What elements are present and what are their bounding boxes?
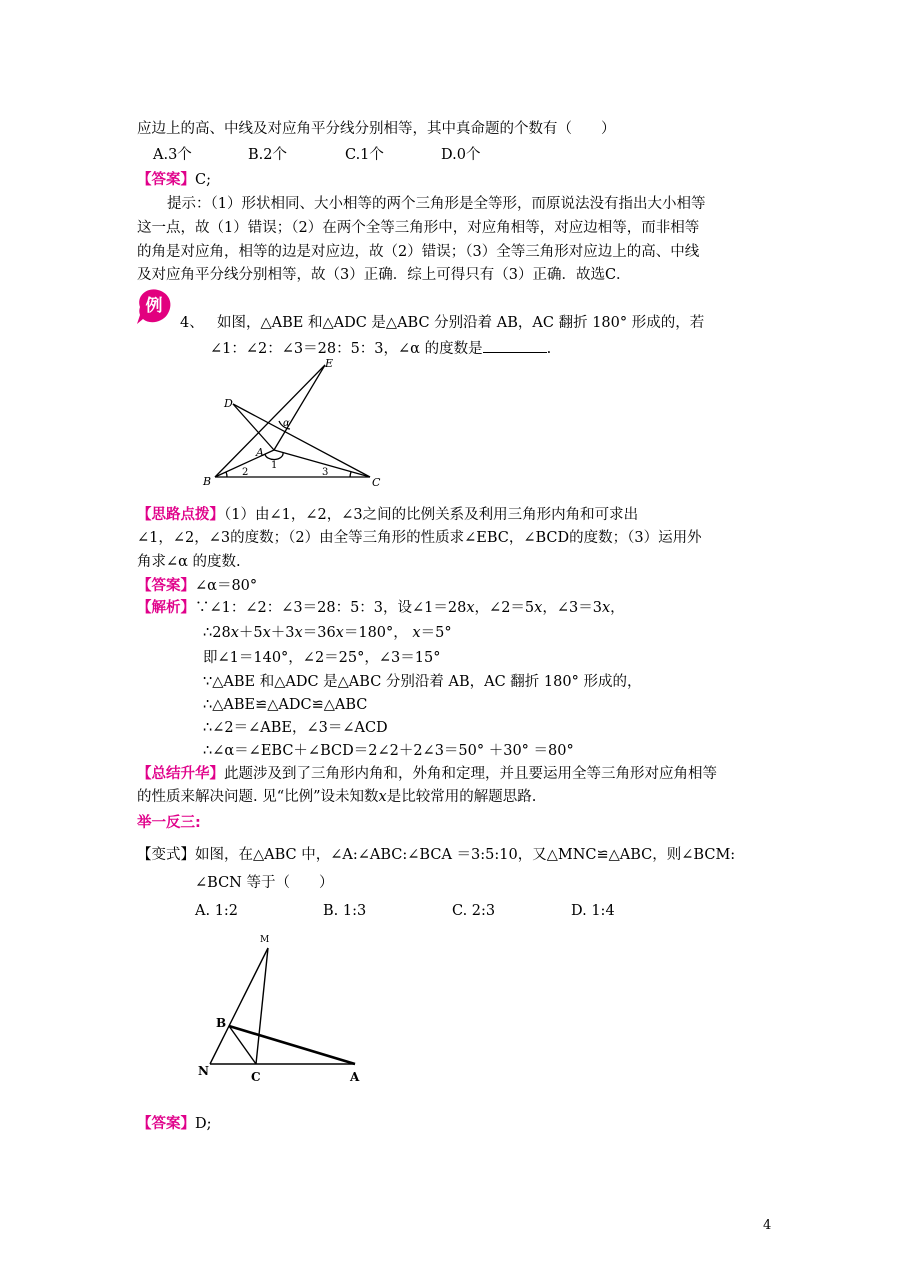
practice-heading: 举一反三: bbox=[137, 815, 201, 831]
folded-triangles-figure bbox=[195, 355, 395, 490]
option-c: C. 2:3 bbox=[452, 903, 496, 919]
period: . bbox=[546, 341, 552, 357]
answer-line bbox=[137, 576, 257, 596]
example-number: 4、 bbox=[180, 315, 204, 331]
analysis-line: ∵△ABE 和△ADC 是△ABC 分别沿着 AB，AC 翻折 180° 形成的， bbox=[203, 674, 642, 690]
label-e: E bbox=[325, 357, 334, 370]
label-b: B bbox=[203, 475, 212, 488]
answer-text: C; bbox=[195, 172, 211, 188]
summary-tag: 【总结升华】 bbox=[137, 766, 224, 782]
label-n: N bbox=[198, 1064, 209, 1078]
example-text: ∠1：∠2：∠3＝28：5：3，∠α 的度数是 bbox=[210, 341, 483, 357]
label-m: M bbox=[260, 935, 270, 945]
example-badge-icon bbox=[134, 287, 174, 325]
label-a: A bbox=[256, 446, 264, 459]
thinking-line: ∠1，∠2，∠3的度数；（2）由全等三角形的性质求∠EBC，∠BCD的度数；（3）运用外 bbox=[137, 530, 702, 546]
label-c: C bbox=[251, 1070, 261, 1084]
option-b: B.2个 bbox=[248, 147, 287, 163]
page-number: 4 bbox=[763, 1218, 772, 1233]
analysis-line: ∴28x＋5x＋3x＝36x＝180°， x＝5° bbox=[203, 625, 452, 641]
hint-line: 及对应角平分线分别相等，故（3）正确．综上可得只有（3）正确．故选C． bbox=[137, 267, 631, 283]
hint-line: 提示：（1）形状相同、大小相等的两个三角形是全等形，而原说法没有指出大小相等 bbox=[167, 196, 706, 212]
answer-tag: 【答案】 bbox=[137, 172, 195, 188]
option-b: B. 1:3 bbox=[323, 903, 367, 919]
options-row bbox=[195, 901, 615, 921]
answer-tag: 【答案】 bbox=[137, 578, 195, 594]
label-b: B bbox=[216, 1016, 227, 1030]
answer-line: 【答案】D; bbox=[137, 1116, 212, 1132]
variant-line: 【变式】如图，在△ABC 中，∠A:∠ABC:∠BCA ＝3:5:10，又△MNC≌△ABC，则∠BCM: bbox=[137, 847, 736, 863]
hint-line: 的角是对应角，相等的边是对应边，故（2）错误；（3）全等三角形对应边上的高、中线 bbox=[137, 244, 700, 260]
hint-line: 这一点，故（1）错误；（2）在两个全等三角形中，对应角相等，对应边相等，而非相等 bbox=[137, 220, 700, 236]
mnc-abc-figure bbox=[195, 928, 370, 1088]
option-a: A.3个 bbox=[153, 147, 192, 163]
label-angle-1: 1 bbox=[271, 460, 278, 471]
analysis-line: ∴∠2＝∠ABE，∠3＝∠ACD bbox=[203, 720, 388, 736]
summary-line: 【总结升华】此题涉及到了三角形内角和，外角和定理，并且要运用全等三角形对应角相等 bbox=[137, 766, 717, 782]
label-angle-2: 2 bbox=[242, 467, 249, 478]
question-text-line: 应边上的高、中线及对应角平分线分别相等，其中真命题的个数有（ ） bbox=[137, 121, 616, 137]
example-badge-label: 例 bbox=[145, 296, 163, 316]
option-c: C.1个 bbox=[345, 147, 384, 163]
summary-line: 的性质来解决问题. 见“比例”设未知数x是比较常用的解题思路. bbox=[137, 789, 537, 805]
options-row bbox=[153, 145, 480, 165]
analysis-line: ∴∠α＝∠EBC＋∠BCD＝2∠2＋2∠3＝50° ＋30° ＝80° bbox=[203, 743, 574, 759]
answer-blank bbox=[483, 338, 547, 353]
option-d: D.0个 bbox=[441, 147, 481, 163]
analysis-line: 【解析】∵∠1：∠2：∠3＝28：5：3，设∠1＝28x，∠2＝5x，∠3＝3x， bbox=[137, 600, 625, 616]
option-d: D. 1:4 bbox=[571, 903, 615, 919]
answer-tag: 【答案】 bbox=[137, 1116, 195, 1132]
answer-text: ∠α＝80° bbox=[195, 578, 258, 594]
label-c: C bbox=[372, 476, 381, 489]
thinking-line: 角求∠α 的度数. bbox=[137, 554, 241, 570]
thinking-tag: 【思路点拨】 bbox=[137, 507, 224, 523]
label-d: D bbox=[224, 397, 233, 410]
analysis-line: ∴△ABE≌△ADC≌△ABC bbox=[203, 697, 368, 713]
answer-line bbox=[137, 170, 211, 190]
analysis-line: 即∠1＝140°，∠2＝25°，∠3＝15° bbox=[203, 650, 441, 666]
variant-tag: 【变式】 bbox=[137, 847, 195, 863]
label-a: A bbox=[350, 1070, 360, 1084]
thinking-line bbox=[137, 505, 638, 525]
label-angle-3: 3 bbox=[322, 467, 329, 478]
label-alpha: α bbox=[283, 418, 290, 429]
option-a: A. 1:2 bbox=[195, 903, 239, 919]
analysis-tag: 【解析】 bbox=[137, 600, 195, 616]
example-text-line: 如图，△ABE 和△ADC 是△ABC 分别沿着 AB，AC 翻折 180° 形成的，若 bbox=[217, 315, 705, 331]
thinking-text: （1）由∠1，∠2，∠3之间的比例关系及利用三角形内角和可求出 bbox=[224, 507, 639, 523]
variant-line: ∠BCN 等于（ ） bbox=[195, 875, 334, 891]
